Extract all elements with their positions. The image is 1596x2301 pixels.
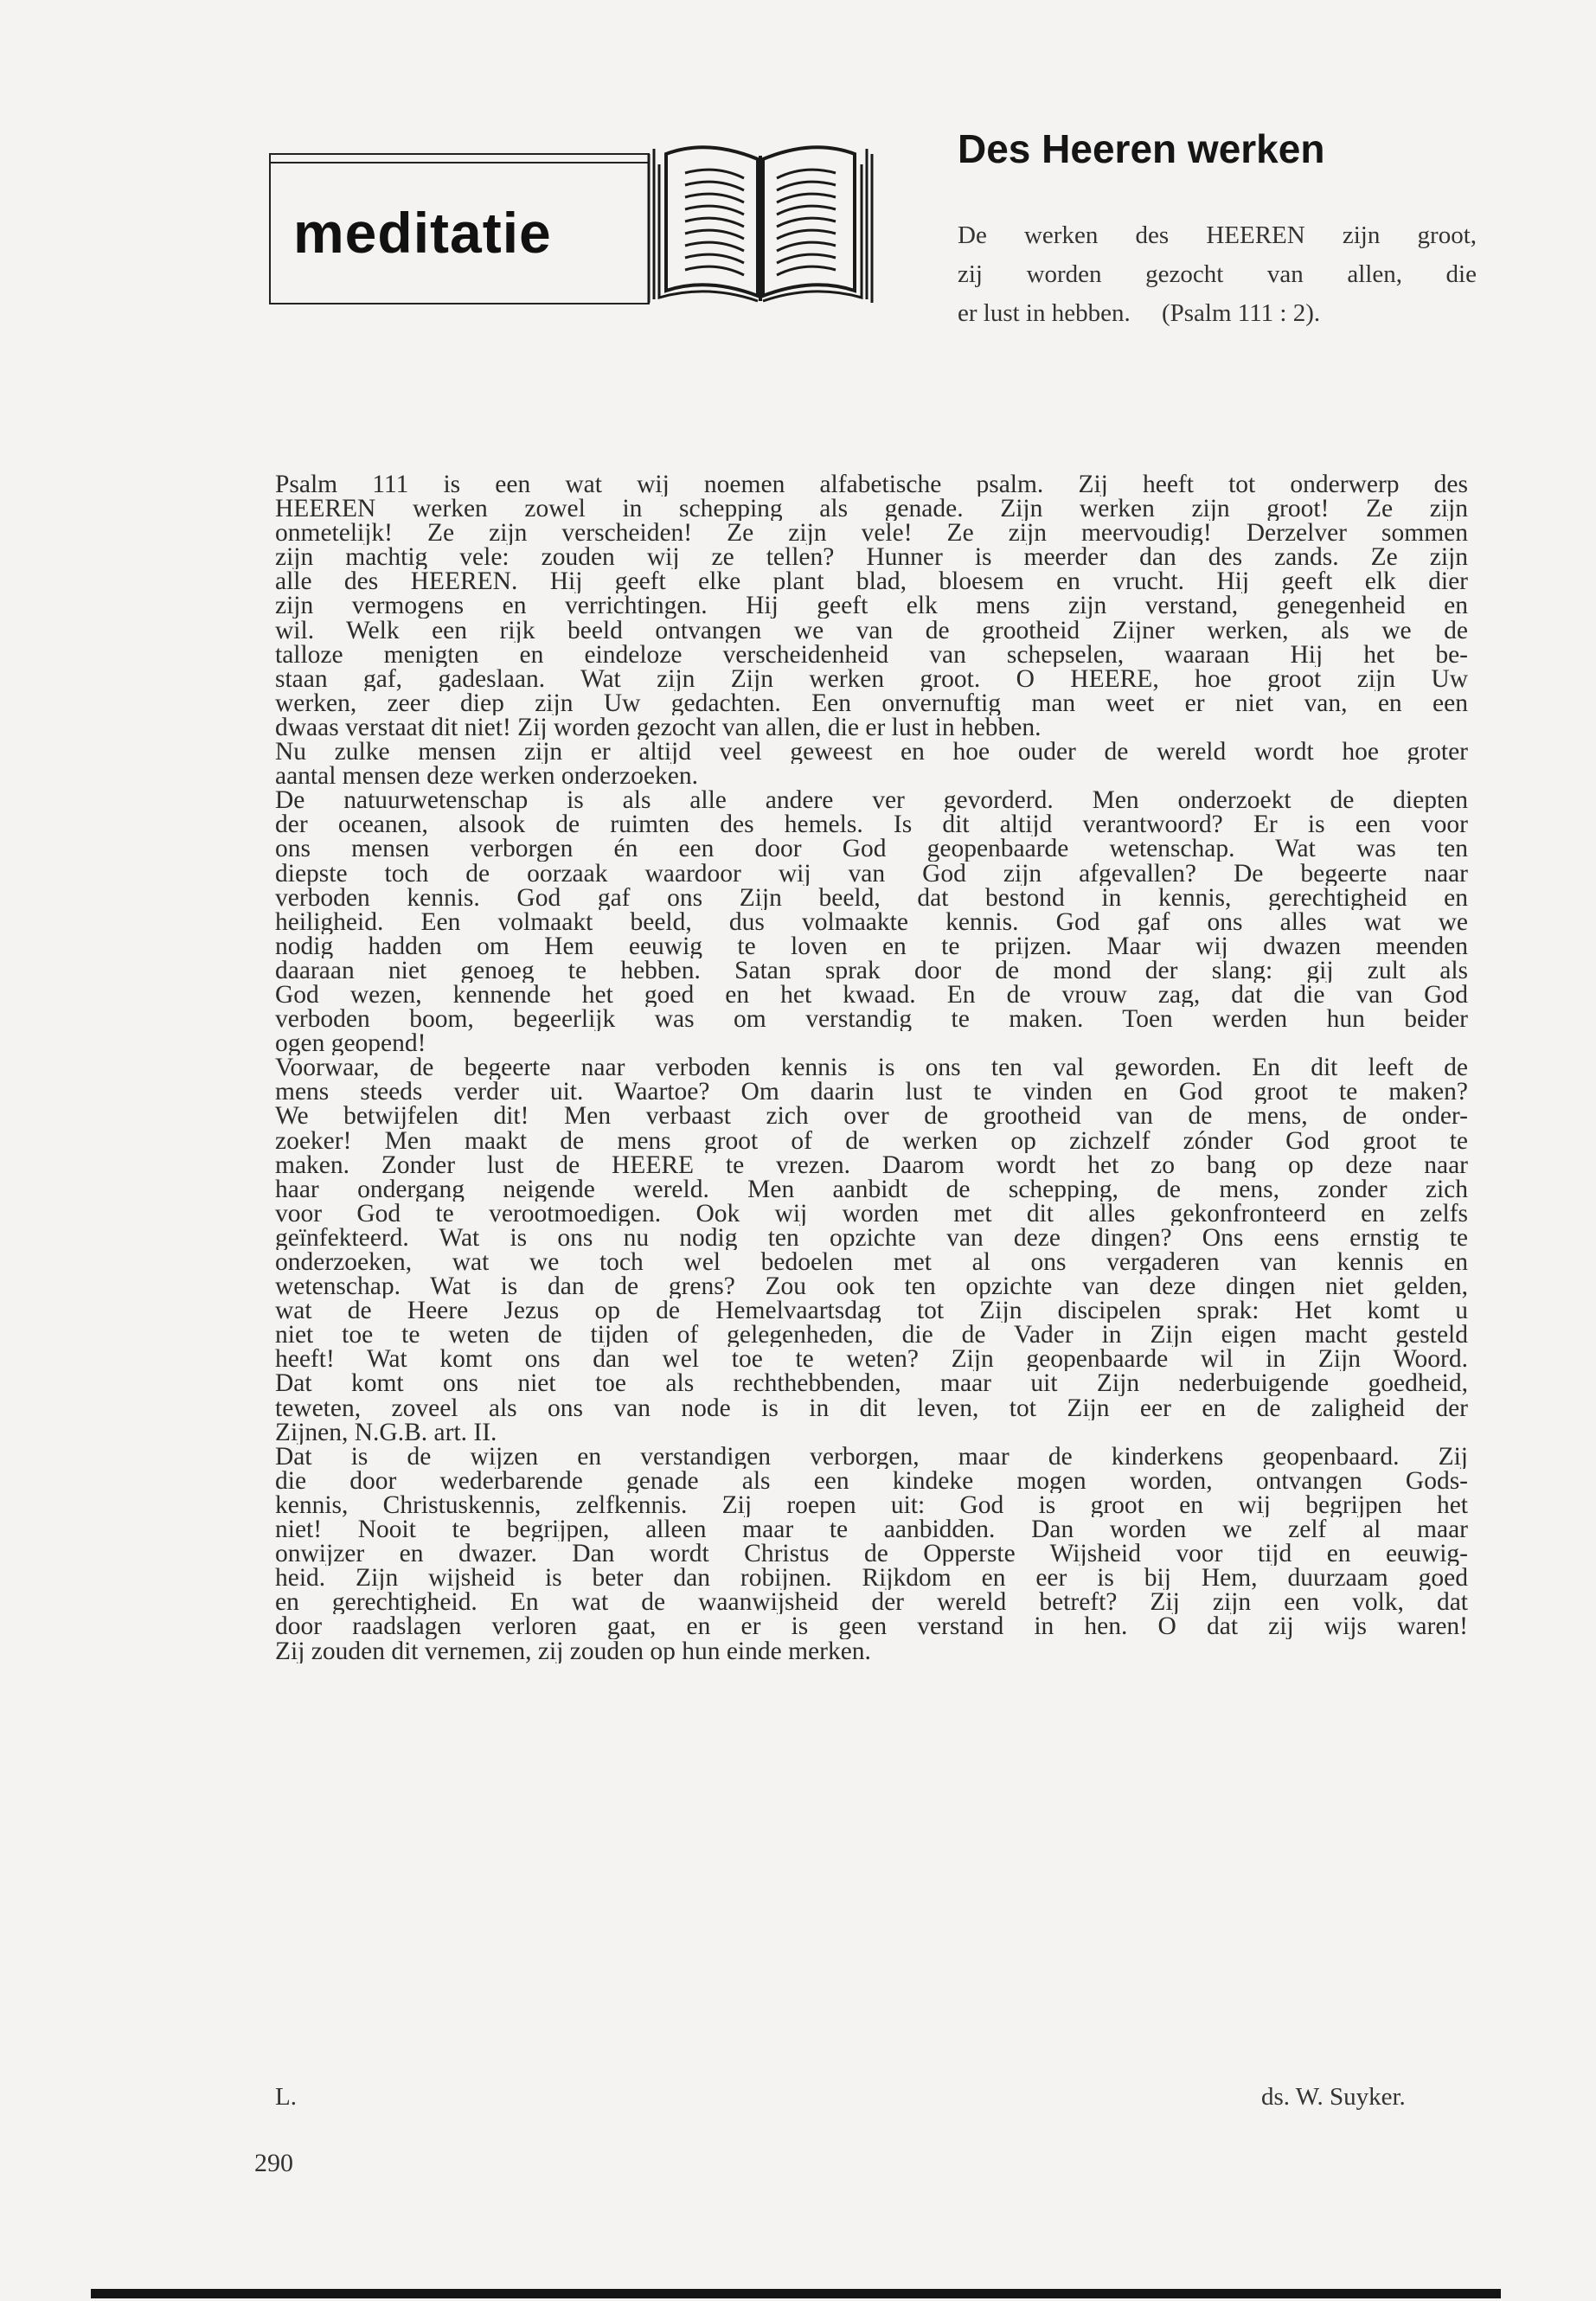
body-line: voor God te verootmoedigen. Ook wij worden met dit alles gekonfronteerd en zelfs xyxy=(275,1201,1468,1226)
epigraph-quote xyxy=(958,216,1477,333)
body-line: ogen geopend! xyxy=(275,1031,426,1056)
body-line: teweten, zoveel als ons van node is in dit leven, tot Zijn eer en de zaligheid der xyxy=(275,1395,1468,1420)
body-line: kennis, Christuskennis, zelfkennis. Zij roepen uit: God is groot en wij begrijpen het xyxy=(275,1492,1468,1518)
body-line: haar ondergang neigende wereld. Men aanbidt de schepping, de mens, zonder zich xyxy=(275,1176,1468,1202)
body-line: niet! Nooit te begrijpen, alleen maar te aanbidden. Dan worden we zelf al maar xyxy=(275,1517,1468,1542)
article-title: Des Heeren werken xyxy=(958,126,1325,171)
body-line: geïnfekteerd. Wat is ons nu nodig ten opzichte van deze dingen? Ons eens ernstig te xyxy=(275,1225,1468,1250)
body-line: We betwijfelen dit! Men verbaast zich over de grootheid van de mens, de onder- xyxy=(275,1104,1468,1129)
epigraph-line: er lust in hebben. (Psalm 111 : 2). xyxy=(958,299,1321,327)
body-line: Dat komt ons niet toe als rechthebbenden, maar uit Zijn nederbuigende goedheid, xyxy=(275,1371,1468,1396)
author-signature: ds. W. Suyker. xyxy=(1261,2083,1406,2111)
body-line: onwijzer en dwazer. Dan wordt Christus de Opperste Wijsheid voor tijd en eeuwig- xyxy=(275,1541,1468,1567)
body-line: nodig hadden om Hem eeuwig te loven en te prijzen. Maar wij dwazen meenden xyxy=(275,933,1468,958)
body-line: en gerechtigheid. En wat de waanwijsheid der wereld betreft? Zij zijn een volk, dat xyxy=(275,1590,1468,1615)
body-line: heeft! Wat komt ons dan wel toe te weten? Zijn geopenbaarde wil in Zijn Woord. xyxy=(275,1347,1468,1372)
body-line: God wezen, kennende het goed en het kwaad. En de vrouw zag, dat die van God xyxy=(275,982,1468,1008)
body-line: maken. Zonder lust de HEERE te vrezen. Daarom wordt het zo bang op deze naar xyxy=(275,1152,1468,1177)
body-line: zoeker! Men maakt de mens groot of de werken op zichzelf zónder God groot te xyxy=(275,1128,1468,1153)
body-line: Nu zulke mensen zijn er altijd veel geweest en hoe ouder de wereld wordt hoe groter xyxy=(275,740,1468,765)
location-initial: L. xyxy=(275,2083,297,2111)
body-line: verboden kennis. God gaf ons Zijn beeld, dat bestond in kennis, gerechtigheid en xyxy=(275,885,1468,910)
open-book-icon xyxy=(647,130,874,303)
body-line: Psalm 111 is een wat wij noemen alfabetische psalm. Zij heeft tot onderwerp des xyxy=(275,472,1468,497)
body-line: door raadslagen verloren gaat, en er is geen verstand in hen. O dat zij wijs waren! xyxy=(275,1614,1468,1639)
body-line: Dat is de wijzen en verstandigen verborgen, maar de kinderkens geopenbaard. Zij xyxy=(275,1444,1468,1469)
body-line: der oceanen, alsook de ruimten des hemels. Is dit altijd verantwoord? Er is een voor xyxy=(275,812,1468,837)
body-line: talloze menigten en eindeloze verscheidenheid van schepselen, waaraan Hij het be- xyxy=(275,642,1468,667)
body-line: Zij zouden dit vernemen, zij zouden op hun einde merken. xyxy=(275,1638,871,1663)
body-line: daaraan niet genoeg te hebben. Satan sprak door de mond der slang: gij zult als xyxy=(275,958,1468,983)
body-line: diepste toch de oorzaak waardoor wij van God zijn afgevallen? De begeerte naar xyxy=(275,861,1468,886)
body-line: niet toe te weten de tijden of gelegenheden, die de Vader in Zijn eigen macht gesteld xyxy=(275,1323,1468,1348)
page-number: 290 xyxy=(254,2149,293,2177)
body-line: die door wederbarende genade als een kindeke mogen worden, ontvangen Gods- xyxy=(275,1468,1468,1493)
body-line: wat de Heere Jezus op de Hemelvaartsdag tot Zijn discipelen sprak: Het komt u xyxy=(275,1298,1468,1324)
body-line: werken, zeer diep zijn Uw gedachten. Een onvernuftig man weet er niet van, en een xyxy=(275,690,1468,715)
body-line: heid. Zijn wijsheid is beter dan robijnen. Rijkdom en eer is bij Hem, duurzaam goed xyxy=(275,1566,1468,1591)
body-line: ons mensen verborgen én een door God geopenbaarde wetenschap. Wat was ten xyxy=(275,836,1468,862)
body-line: aantal mensen deze werken onderzoeken. xyxy=(275,764,698,789)
body-line: De natuurwetenschap is als alle andere ver gevorderd. Men onderzoekt de diepten xyxy=(275,788,1468,813)
article-body xyxy=(275,472,1468,1663)
body-line: verboden boom, begeerlijk was om verstandig te maken. Toen werden hun beider xyxy=(275,1007,1468,1032)
section-label-box xyxy=(269,153,650,304)
body-line: wetenschap. Wat is dan de grens? Zou ook ten opzichte van deze dingen niet gelden, xyxy=(275,1274,1468,1299)
body-line: dwaas verstaat dit niet! Zij worden gezocht van allen, die er lust in hebben. xyxy=(275,715,1042,740)
body-line: alle des HEEREN. Hij geeft elke plant blad, bloesem en vrucht. Hij geeft elk dier xyxy=(275,569,1468,594)
body-line: zijn machtig vele: zouden wij ze tellen? Hunner is meerder dan des zands. Ze zijn xyxy=(275,545,1468,570)
section-label: meditatie xyxy=(293,201,552,265)
body-line: Zijnen, N.G.B. art. II. xyxy=(275,1420,497,1445)
bottom-rule xyxy=(91,2289,1501,2298)
body-line: Voorwaar, de begeerte naar verboden kennis is ons ten val geworden. En dit leeft de xyxy=(275,1055,1468,1080)
epigraph-line: De werken des HEEREN zijn groot, xyxy=(958,221,1477,249)
body-line: HEEREN werken zowel in schepping als genade. Zijn werken zijn groot! Ze zijn xyxy=(275,497,1468,522)
body-line: wil. Welk een rijk beeld ontvangen we van de grootheid Zijner werken, als we de xyxy=(275,618,1468,643)
body-line: heiligheid. Een volmaakt beeld, dus volmaakte kennis. God gaf ons alles wat we xyxy=(275,909,1468,934)
body-line: onderzoeken, wat we toch wel bedoelen met al ons vergaderen van kennis en xyxy=(275,1250,1468,1275)
epigraph-line: zij worden gezocht van allen, die xyxy=(958,260,1477,288)
body-line: staan gaf, gadeslaan. Wat zijn Zijn werken groot. O HEERE, hoe groot zijn Uw xyxy=(275,666,1468,691)
body-line: mens steeds verder uit. Waartoe? Om daarin lust te vinden en God groot te maken? xyxy=(275,1080,1468,1105)
body-line: onmetelijk! Ze zijn verscheiden! Ze zijn vele! Ze zijn meervoudig! Derzelver sommen xyxy=(275,521,1468,546)
body-line: zijn vermogens en verrichtingen. Hij geeft elk mens zijn verstand, genegenheid en xyxy=(275,593,1468,619)
